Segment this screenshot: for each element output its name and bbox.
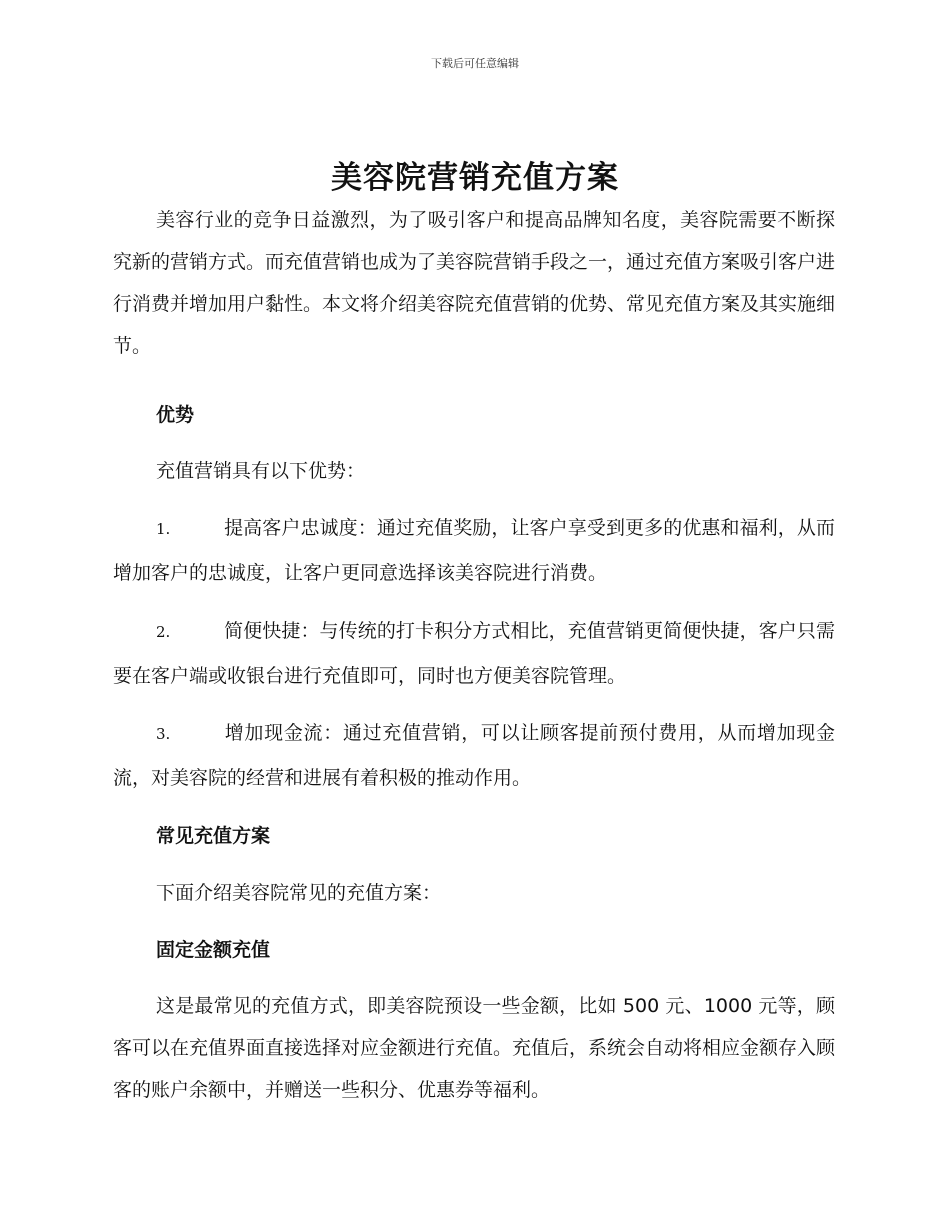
advantage-item-3 bbox=[113, 711, 835, 800]
advantages-lead: 充值营销具有以下优势： bbox=[156, 460, 366, 482]
advantage-item-1 bbox=[113, 506, 835, 595]
advantage-item-2 bbox=[113, 609, 835, 698]
advantage-item-1-number: 1. bbox=[156, 520, 171, 538]
advantage-item-3-number: 3. bbox=[156, 725, 171, 743]
advantage-item-2-number: 2. bbox=[156, 623, 171, 641]
advantage-item-1-text: 提高客户忠诚度：通过充值奖励，让客户享受到更多的优惠和福利，从而增加客户的忠诚度，让客户更同意选择该美容院进行消费。 bbox=[113, 517, 835, 584]
intro-paragraph: 美容行业的竞争日益激烈，为了吸引客户和提高品牌知名度，美容院需要不断探究新的营销方式。而充值营销也成为了美容院营销手段之一，通过充值方案吸引客户进行消费并增加用户黏性。本文将介绍美容院充值营销的优势、常见充值方案及其实施细节。 bbox=[113, 209, 836, 357]
document-title: 美容院营销充值方案 bbox=[331, 160, 619, 196]
heading-fixed-amount: 固定金额充值 bbox=[156, 939, 271, 961]
plans-lead: 下面介绍美容院常见的充值方案： bbox=[156, 882, 442, 904]
heading-common-plans: 常见充值方案 bbox=[156, 825, 271, 847]
advantage-item-2-text: 简便快捷：与传统的打卡积分方式相比，充值营销更简便快捷，客户只需要在客户端或收银台进行充值即可，同时也方便美容院管理。 bbox=[113, 620, 835, 687]
header-note: 下载后可任意编辑 bbox=[431, 57, 519, 70]
heading-advantages: 优势 bbox=[156, 404, 195, 426]
advantage-item-3-text: 增加现金流：通过充值营销，可以让顾客提前预付费用，从而增加现金流，对美容院的经营和进展有着积极的推动作用。 bbox=[113, 722, 835, 789]
fixed-amount-paragraph: 这是最常见的充值方式，即美容院预设一些金额，比如 500 元、1000 元等，顾客可以在充值界面直接选择对应金额进行充值。充值后，系统会自动将相应金额存入顾客的账户余额中，并赠送一些积分、优惠券等福利。 bbox=[113, 995, 836, 1101]
